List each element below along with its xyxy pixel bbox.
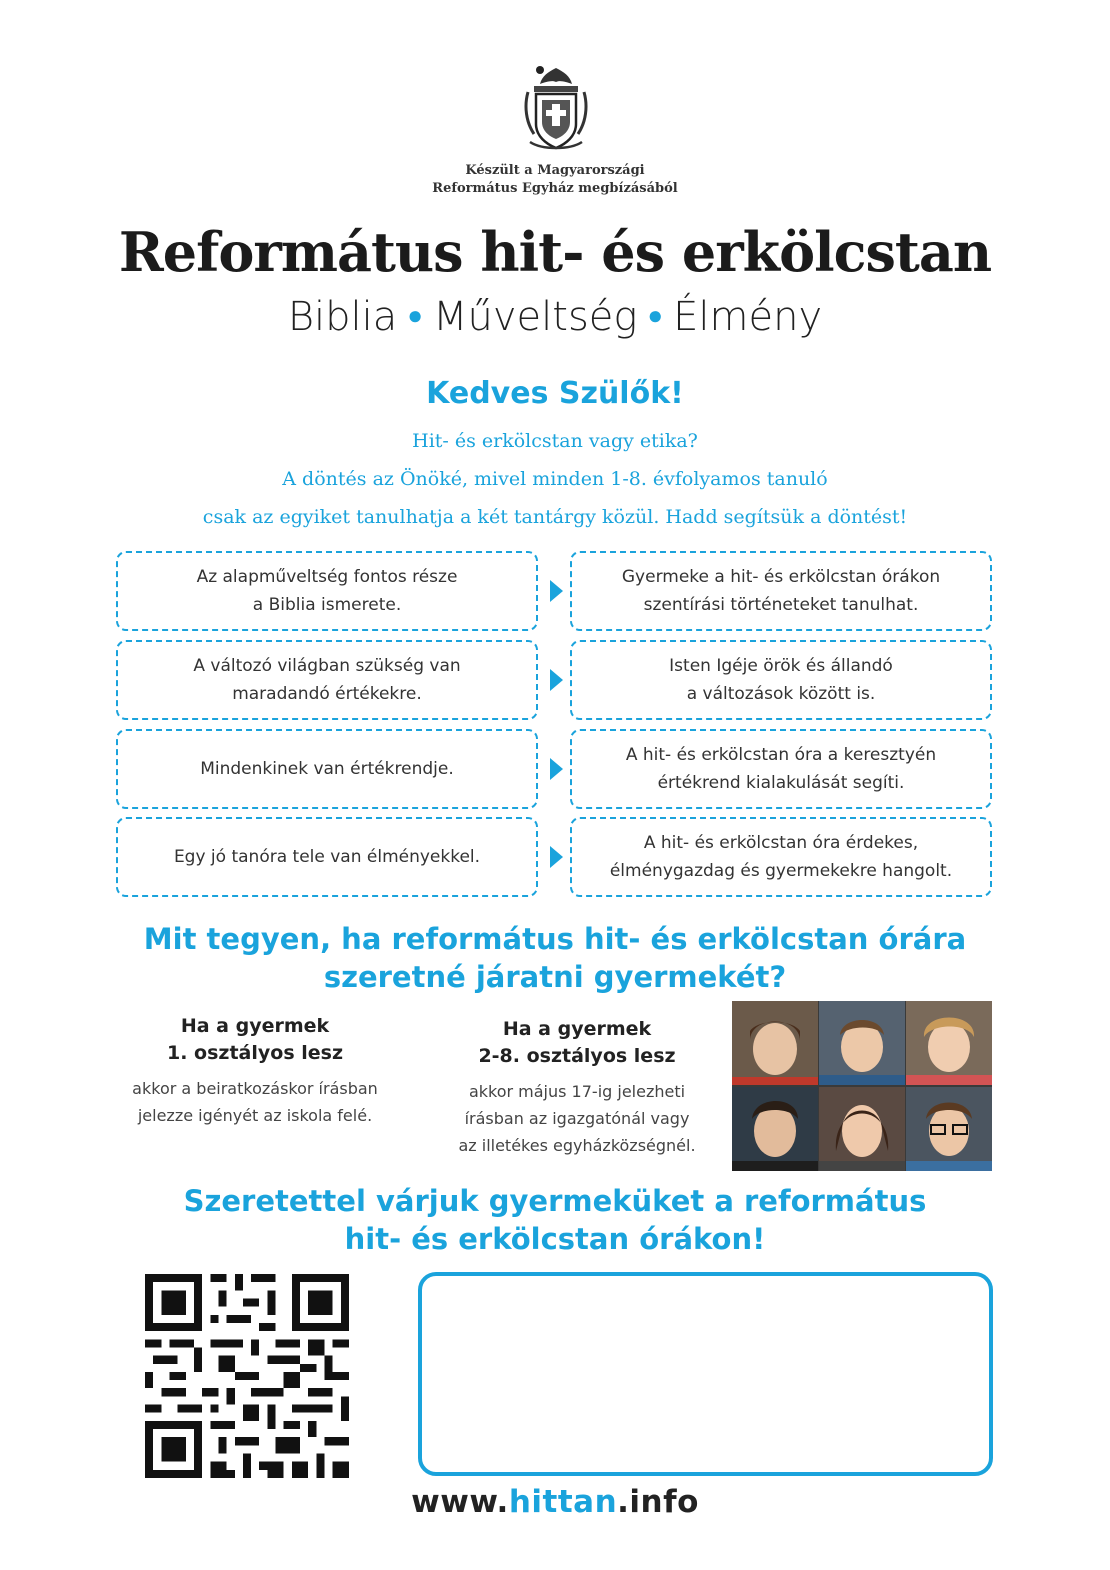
- contact-stamp-box: [418, 1272, 993, 1476]
- statement-box-left: [116, 817, 538, 897]
- url-suffix: .info: [617, 1484, 699, 1520]
- statement-box-right: [570, 551, 992, 631]
- child-portrait: [819, 1087, 905, 1171]
- arrow-right-icon: [550, 758, 563, 780]
- url-highlight: hittan: [508, 1484, 618, 1520]
- first-grade-head1: Ha a gyermek: [180, 1015, 330, 1037]
- upper-grade-text: akkor május 17-ig jelezheti írásban az igazgatónál vagy az illetékes egyházközségnél.: [458, 1082, 696, 1155]
- children-photo-collage: [732, 1001, 992, 1171]
- subtitle-word-culture: Műveltség: [433, 294, 638, 340]
- commissioned-by-line1: Készült a Magyarországi: [465, 163, 645, 178]
- subtitle-word-experience: Élmény: [673, 294, 823, 340]
- child-portrait: [906, 1001, 992, 1085]
- statement-box-right: [570, 640, 992, 720]
- statement-text: Az alapműveltség fontos része a Biblia ismerete.: [196, 567, 458, 615]
- intro-line2: A döntés az Önöké, mivel minden 1-8. évfolyamos tanuló: [282, 468, 828, 490]
- subtitle: [0, 294, 1110, 340]
- arrow-right-icon: [550, 669, 563, 691]
- intro-line1: Hit- és erkölcstan vagy etika?: [412, 430, 698, 452]
- statement-box-right: [570, 729, 992, 809]
- website-url[interactable]: [0, 1484, 1110, 1520]
- arrow-right-icon: [550, 846, 563, 868]
- statement-text: A változó világban szükség van maradandó értékekre.: [193, 656, 461, 704]
- question-heading: [0, 920, 1110, 996]
- upper-grade-head2: 2-8. osztályos lesz: [478, 1045, 676, 1067]
- commissioned-by-line2: Református Egyház megbízásából: [432, 181, 678, 196]
- statement-box-right: [570, 817, 992, 897]
- statement-text: Mindenkinek van értékrendje.: [200, 759, 454, 779]
- upper-grade-head1: Ha a gyermek: [502, 1018, 652, 1040]
- child-portrait: [906, 1087, 992, 1171]
- closing-text: Szeretettel várjuk gyermeküket a református hit- és erkölcstan órákon!: [183, 1184, 927, 1256]
- page-title: Református hit- és erkölcstan: [118, 220, 992, 284]
- subtitle-word-bible: Biblia: [287, 294, 398, 340]
- greeting-heading: Kedves Szülők!: [426, 376, 684, 411]
- statement-text: A hit- és erkölcstan óra érdekes, élménygazdag és gyermekekre hangolt.: [609, 833, 953, 881]
- statement-box-left: [116, 640, 538, 720]
- first-grade-head2: 1. osztályos lesz: [166, 1042, 344, 1064]
- bullet-dot: ●: [647, 301, 664, 331]
- arrow-right-icon: [550, 580, 563, 602]
- child-portrait: [819, 1001, 905, 1085]
- qr-code[interactable]: [144, 1274, 350, 1478]
- statement-text: Gyermeke a hit- és erkölcstan órákon szentírási történeteket tanulhat.: [621, 567, 941, 615]
- statement-box-left: [116, 551, 538, 631]
- intro-line3: csak az egyiket tanulhatja a két tantárgy közül. Hadd segítsük a döntést!: [202, 506, 908, 528]
- statement-text: A hit- és erkölcstan óra a keresztyén értékrend kialakulását segíti.: [625, 745, 937, 793]
- church-crest-logo: [520, 62, 592, 154]
- statement-text: Isten Igéje örök és állandó a változások között is.: [669, 656, 893, 704]
- bullet-dot: ●: [407, 301, 424, 331]
- child-portrait: [732, 1087, 818, 1171]
- url-prefix: www.: [411, 1484, 509, 1520]
- first-grade-text: akkor a beiratkozáskor írásban jelezze igényét az iskola felé.: [132, 1079, 378, 1125]
- closing-message: [0, 1182, 1110, 1258]
- statement-box-left: [116, 729, 538, 809]
- upper-grade-info: [432, 1016, 722, 1159]
- statement-text: Egy jó tanóra tele van élményekkel.: [173, 847, 481, 867]
- first-grade-info: [110, 1013, 400, 1129]
- child-portrait: [732, 1001, 818, 1085]
- question-text: Mit tegyen, ha református hit- és erkölcstan órára szeretné járatni gyermekét?: [143, 922, 967, 994]
